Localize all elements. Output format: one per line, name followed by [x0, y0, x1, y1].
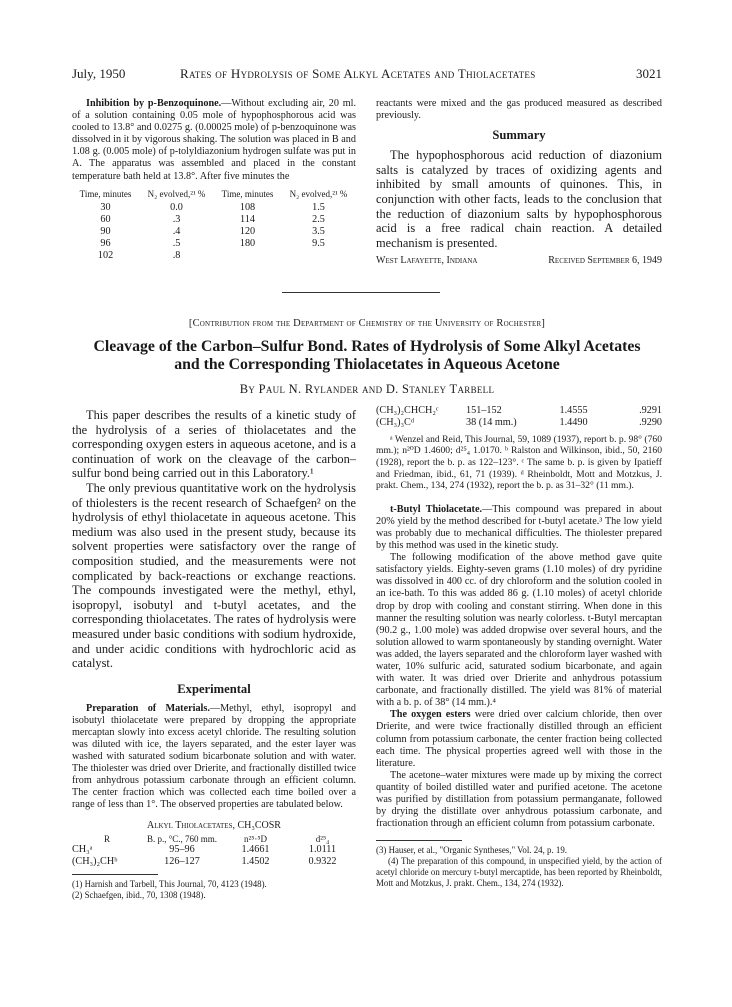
article-title — [72, 338, 662, 374]
footnote-rule — [376, 840, 462, 841]
table-cell: 60 — [100, 213, 111, 225]
table-cell: .3 — [172, 213, 181, 225]
signature-location: West Lafayette, Indiana — [376, 255, 478, 267]
article-title-line: and the Corresponding Thiolacetates in Aqueous Acetone — [174, 356, 560, 373]
article-title-line: Cleavage of the Carbon–Sulfur Bond. Rates of Hydrolysis of Some Alkyl Acetates — [93, 338, 641, 355]
footnote: (1) Harnish and Tarbell, This Journal, 70, 4123 (1948). — [72, 879, 267, 890]
table-cell: 114 — [240, 213, 255, 225]
inhibition-paragraph — [72, 98, 356, 183]
acetone-paragraph: The acetone–water mixtures were made up by mixing the correct quantity of boiled distilled water and purified acetone. The acetone was purified by distillation from potassium permanganate, followed by drying the distillate over anhydrous potassium carbonate, and fractionation through an efficient column from potassium carbonate. — [376, 769, 662, 830]
intro-paragraph: The only previous quantitative work on the hydrolysis of thiolesters is the recent research of Schaefgen² on the hydrolysis of ethyl thiolacetate in aqueous acetone. This medium was also used in the present study, because its solvent properties were satisfactory over the range of composition studied, and the measurements were not complicated by back-reactions or exchange reactions. The compounds investigated were the methyl, ethyl, isopropyl, isobutyl and t-butyl acetates, and the corresponding thiolacetates. The rates of hydrolysis were measured under basic conditions with sodium hydroxide, and under acidic conditions with hydrochloric acid as catalyst. — [72, 480, 356, 671]
table-header-cell: Time, minutes — [79, 188, 132, 199]
nitrogen-evolution-table — [72, 189, 356, 263]
table-row — [376, 405, 662, 417]
table-cell: 102 — [97, 250, 114, 262]
table-cell: 96 — [100, 238, 111, 250]
table-cell: (CH₃)₂CHCH₂ᶜ — [376, 405, 439, 416]
thiolacetate-table-continued — [376, 405, 662, 430]
oxygen-esters-paragraph — [376, 709, 662, 769]
table-row — [72, 226, 356, 238]
table-cell: 151–152 — [466, 405, 502, 416]
footnote-rule — [72, 874, 158, 875]
table-header-cell: N₂ evolved,²¹ % — [289, 188, 348, 199]
modification-paragraph: The following modification of the above method gave quite satisfactory yields. Eighty-seven grams (1.10 moles) of dry pyridine was dissolved in 400 cc. of dry chloroform and the solution cooled in an ice-bath. To this was added 86 g. (1.10 moles) of acetyl chloride drop by drop with cooling and constant stirring. When done in this manner the resulting solution was nearly colorless. t-Butyl mercaptan (90.2 g., 1.00 mole) was added dropwise over several hours, and the solution allowed to warm spontaneously by standing overnight. Water was added, the layers separated and the chloroform layer washed with water, 10% sulfuric acid, saturated sodium bicarbonate, and again with water. It was dried over Drierite and anhydrous potassium carbonate, and fractionally distilled. The yield was 81% of material with a b. p. of 38° (14 mm.).⁴ — [376, 552, 662, 709]
table-header-cell: B. p., °C., 760 mm. — [146, 833, 218, 844]
table-header-row — [72, 834, 356, 844]
signature-line — [376, 255, 662, 268]
footnote: (3) Hauser, et al., "Organic Syntheses," Vol. 24, p. 19. — [376, 845, 568, 856]
preparation-lead: Preparation of Materials. — [86, 702, 210, 714]
inhibition-lead: Inhibition by p-Benzoquinone. — [86, 98, 222, 109]
table-header-cell: R — [103, 833, 110, 844]
table-cell: 3.5 — [312, 226, 325, 238]
table-row — [376, 417, 662, 429]
article-authors: By Paul N. Rylander and D. Stanley Tarbell — [239, 382, 495, 396]
table-row — [72, 214, 356, 226]
table-cell: .8 — [172, 250, 181, 262]
prev-article-right-column — [376, 98, 662, 268]
issue-date: July, 1950 — [72, 66, 126, 81]
table-cell — [214, 250, 281, 262]
table-cell: 1.0111 — [308, 843, 337, 855]
table-cell: 30 — [100, 201, 111, 213]
running-title: Rates of Hydrolysis of Some Alkyl Acetates and Thiolacetates — [180, 66, 536, 81]
table-cell: .9291 — [639, 405, 662, 416]
table-row — [72, 202, 356, 214]
prev-article-left-column — [72, 98, 356, 263]
table-header-cell: Time, minutes — [221, 188, 274, 199]
table-header-cell: N₂ evolved,²¹ % — [147, 188, 206, 199]
article-right-column — [376, 405, 662, 889]
preparation-paragraph — [72, 703, 356, 812]
table-header-cell: n²⁵·⁵D — [244, 833, 267, 844]
article-separator — [282, 292, 440, 293]
summary-paragraph: The hypophosphorous acid reduction of diazonium salts is catalyzed by traces of oxidizing agents and inhibited by small amounts of quinones. This, in conjunction with other facts, leads to the conclusion that the reduction of diazonium salts by hypophosphorous acid is a free radical chain reaction. A detailed mechanism is presented. — [376, 148, 662, 250]
tbutyl-lead: t-Butyl Thiolacetate. — [390, 503, 483, 515]
table-header-cell: d²⁵₄ — [315, 833, 330, 844]
thiolacetate-table-caption: Alkyl Thiolacetates, CH₃COSR — [147, 819, 281, 831]
inhibition-text: —Without excluding air, 20 ml. of a solution containing 0.05 mole of hypophosphorous acid was cooled to 13.8° and 0.0275 g. (0.00025 mole) of p-benzoquinone was dissolved in it by vigorous shaking. The solution was placed in B and 1.08 g. (0.005 mole) of p-tolyldiazonium hydrogen sulfate was put in A. The apparatus was assembled and placed in the constant temperature bath held at 13.8°. After five minutes the — [72, 98, 356, 182]
table-cell: 2.5 — [312, 213, 325, 225]
page-number: 3021 — [636, 66, 662, 81]
experimental-heading: Experimental — [177, 681, 251, 696]
table-row — [72, 250, 356, 262]
table-cell: 0.0 — [170, 201, 183, 213]
table-notes: ᵃ Wenzel and Reid, This Journal, 59, 1089 (1937), report b. p. 98° (760 mm.); n²⁰D 1.4600; d²⁵₄ 1.0170. ᵇ Ralston and Wilkinson, ibid., 50, 2160 (1928), report the b. p. as 122–123°. ᶜ The same b. p. is given by Ipatieff and Friedman, ibid., 61, 71 (1939). ᵈ Rheinboldt, Mott and Motzkus, J. prakt. Chem., 134, 274 (1932), report the b. p. as 31–32° (11 mm.). — [376, 433, 662, 492]
tbutyl-paragraph — [376, 504, 662, 552]
table-cell: (CH₃)₃Cᵈ — [376, 417, 415, 429]
table-cell: .5 — [172, 238, 181, 250]
table-cell: 1.5 — [312, 201, 325, 213]
table-row — [72, 856, 356, 868]
table-row — [72, 238, 356, 250]
oxygen-esters-lead: The oxygen esters — [390, 709, 471, 721]
table-cell: 120 — [239, 226, 256, 238]
table-cell: 9.5 — [312, 238, 325, 250]
footnote: (2) Schaefgen, ibid., 70, 1308 (1948). — [72, 890, 206, 901]
table-cell: 38 (14 mm.) — [466, 417, 517, 429]
table-cell: CH₃ᵃ — [72, 843, 93, 855]
table-cell: .9290 — [639, 417, 662, 429]
table-cell: 95–96 — [169, 843, 195, 855]
table-header-row — [72, 189, 356, 202]
table-cell: 1.4502 — [241, 855, 270, 867]
signature-received-date: Received September 6, 1949 — [548, 255, 662, 267]
table-cell: 1.4661 — [241, 843, 270, 855]
contribution-line: [Contribution from the Department of Chemistry of the University of Rochester] — [188, 318, 546, 329]
table-cell: 108 — [239, 201, 256, 213]
thiolacetate-table — [72, 834, 356, 869]
table-cell: 180 — [239, 238, 256, 250]
table-row — [72, 844, 356, 856]
table-cell: 1.4555 — [559, 405, 588, 416]
article-left-column — [72, 408, 356, 901]
tbutyl-text: —This compound was prepared in about 20% yield by the method described for t-butyl acetate.³ The low yield was probably due to mechanical difficulties. The thiolester prepared by this method was used in the kinetic study. — [376, 503, 662, 552]
table-cell: 126–127 — [164, 855, 200, 867]
table-cell — [281, 250, 356, 262]
footnote: (4) The preparation of this compound, in unspecified yield, by the action of acetyl chloride on mercury t-butyl mercaptide, has been reported by Rheinboldt, Mott and Motzkus, J. prakt. Chem., 134, 274 (1932). — [376, 856, 662, 889]
table-cell: 90 — [100, 226, 111, 238]
table-cell: 1.4490 — [559, 417, 588, 429]
table-cell: (CH₃)₂CHᵇ — [72, 855, 118, 867]
summary-heading: Summary — [492, 128, 546, 143]
preparation-text: —Methyl, ethyl, isopropyl and isobutyl thiolacetate were prepared by dropping the appropriate mercaptan slowly into excess acetyl chloride. The resulting solution was diluted with ice, the layers separated, and the ester layer was washed with saturated sodium bicarbonate solution and with water. The thiolester was dried over Drierite, and fractionally distilled twice from anhydrous potassium carbonate through an efficient column. The center fraction which was collected each time boiled over a range of less than 1°. The observed properties are tabulated below. — [72, 702, 356, 811]
table-cell: 0.9322 — [308, 855, 337, 867]
oxygen-esters-text: were dried over calcium chloride, then over Drierite, and were twice fractionally distilled through an efficient column from potassium carbonate, the center fraction being collected each time. The physical properties agreed well with those in the literature. — [376, 709, 662, 769]
intro-paragraph: This paper describes the results of a kinetic study of the hydrolysis of a series of thiolacetates and the corresponding oxygen esters in aqueous acetone, and is a continuation of work on the cleavage of the carbon–sulfur bond being carried out in this Laboratory.¹ — [72, 408, 356, 481]
continuation-paragraph: reactants were mixed and the gas produced measured as described previously. — [376, 98, 662, 122]
table-cell: .4 — [172, 226, 181, 238]
